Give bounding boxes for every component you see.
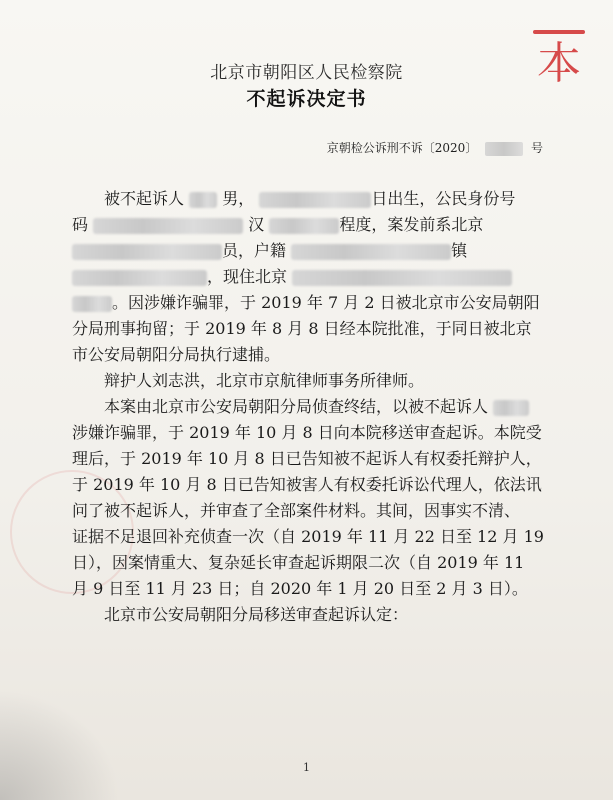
- line-text: 男，: [222, 189, 255, 208]
- redacted-name: [493, 400, 529, 416]
- document-title: 不起诉决定书: [246, 88, 367, 110]
- line-text: 日），因案情重大、复杂延长审查起诉期限二次（自 2019 年 11: [72, 553, 525, 572]
- stamp-character: 本: [537, 38, 581, 89]
- line-text: 涉嫌诈骗罪，于 2019 年 10 月 8 日向本院移送审查起诉。本院受: [72, 423, 542, 442]
- document-number-suffix: 号: [530, 141, 543, 155]
- document-number-prefix: 京朝检公诉刑不诉〔2020〕: [326, 141, 478, 155]
- redacted-id-number: [93, 218, 243, 234]
- line-text: 月 9 日至 11 月 23 日；自 2020 年 1 月 20 日至 2 月 3 日）。: [72, 579, 528, 598]
- line-text: 汉: [248, 215, 265, 234]
- line-text: 日出生，公民身份号: [371, 189, 516, 208]
- line-text: 。因涉嫌诈骗罪，于 2019 年 7 月 2 日被北京市公安局朝阳: [112, 293, 540, 312]
- line-text: 问了被不起诉人，并审查了全部案件材料。其间，因事实不清、: [72, 501, 521, 520]
- line-text: 证据不足退回补充侦查一次（自 2019 年 11 月 22 日至 12 月 19: [72, 527, 544, 546]
- line-text: 理后，于 2019 年 10 月 8 日已告知被不起诉人有权委托辩护人，: [72, 449, 542, 468]
- body-line: [72, 316, 577, 342]
- body-line: [72, 498, 577, 524]
- redacted-address-start: [72, 270, 207, 286]
- page-number: 1: [303, 761, 310, 774]
- document-number: [327, 139, 543, 156]
- body-line: [72, 420, 577, 446]
- redacted-number: [485, 142, 523, 156]
- line-text: 镇: [451, 241, 468, 260]
- line-text: 程度，案发前系北京: [339, 215, 484, 234]
- line-text: 辩护人刘志洪，北京市京航律师事务所律师。: [104, 371, 425, 390]
- line-text: 本案由北京市公安局朝阳分局侦查终结，以被不起诉人: [104, 397, 489, 416]
- body-line: [72, 446, 577, 472]
- body-line: [72, 264, 577, 290]
- body-line: [72, 472, 577, 498]
- body-line: [72, 524, 577, 550]
- line-text: 市公安局朝阳分局执行逮捕。: [72, 345, 281, 364]
- body-line: [72, 342, 577, 368]
- line-text: 被不起诉人: [104, 189, 185, 208]
- redacted-current-address: [292, 270, 512, 286]
- line-text: 码: [72, 215, 89, 234]
- stamp-bar: [533, 30, 585, 34]
- body-line: [72, 186, 577, 212]
- line-text: 于 2019 年 10 月 8 日已告知被害人有权委托诉讼代理人，依法讯: [72, 475, 542, 494]
- line-text: 分局刑事拘留；于 2019 年 8 月 8 日经本院批准，于同日被北京: [72, 319, 532, 338]
- redacted-employer: [72, 244, 222, 260]
- body-line: [72, 290, 577, 316]
- document-body: [72, 186, 577, 628]
- line-text: 北京市公安局朝阳分局移送审查起诉认定：: [104, 605, 409, 624]
- body-line: [72, 550, 577, 576]
- body-line: [72, 602, 577, 628]
- issuing-organization: 北京市朝阳区人民检察院: [210, 63, 403, 83]
- line-text: ，现住北京: [207, 267, 288, 286]
- photo-edge-shadow: [0, 690, 120, 800]
- body-line: [72, 238, 577, 264]
- redacted-education: [269, 218, 339, 234]
- body-line: [72, 576, 577, 602]
- body-line: [72, 368, 577, 394]
- redacted-address-end: [72, 296, 112, 312]
- body-line: [72, 212, 577, 238]
- line-text: 员，户籍: [222, 241, 287, 260]
- redacted-name: [189, 192, 217, 208]
- redacted-birthdate: [259, 192, 371, 208]
- redacted-household: [291, 244, 451, 260]
- body-line: [72, 394, 577, 420]
